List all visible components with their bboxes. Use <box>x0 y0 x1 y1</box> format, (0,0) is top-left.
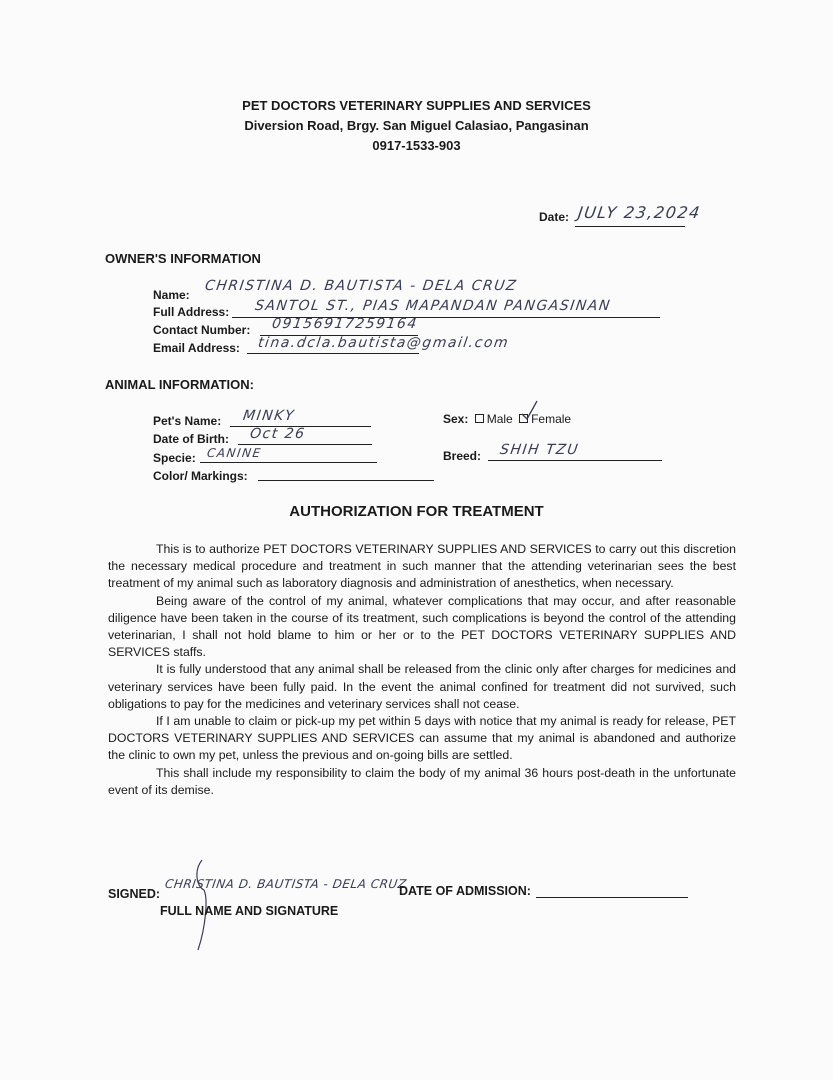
color-line <box>258 480 434 481</box>
authorization-paragraph: If I am unable to claim or pick-up my pet within 5 days with notice that my animal is ready for release, PET DOCTORS VETERINARY SUPPLIES AND SERVICES can assume that my animal is abandoned and authorize the clinic to own my pet, unless the previous and on-going bills are settled. <box>108 714 736 763</box>
breed-value[interactable]: SHIH TZU <box>498 442 581 458</box>
owner-section-title: OWNER'S INFORMATION <box>105 251 261 266</box>
clinic-address: Diversion Road, Brgy. San Miguel Calasiao, Pangasinan <box>244 118 589 133</box>
sex-male-checkbox[interactable] <box>475 414 484 423</box>
admission-label: DATE OF ADMISSION: <box>399 884 531 898</box>
animal-section-title: ANIMAL INFORMATION: <box>105 377 254 392</box>
species-label: Specie: <box>153 451 196 465</box>
color-label: Color/ Markings: <box>153 469 248 483</box>
admission-line <box>536 897 688 898</box>
owner-email-label: Email Address: <box>153 341 240 355</box>
owner-name-label: Name: <box>153 288 190 302</box>
breed-label: Breed: <box>443 449 482 463</box>
owner-address-value[interactable]: SANTOL ST., PIAS MAPANDAN PANGASINAN <box>253 298 612 314</box>
signed-value[interactable]: CHRISTINA D. BAUTISTA - DELA CRUZ <box>164 877 408 891</box>
sex-female-label: Female <box>531 412 572 426</box>
date-line <box>575 226 685 227</box>
clinic-name: PET DOCTORS VETERINARY SUPPLIES AND SERVICES <box>242 98 591 113</box>
signed-label: SIGNED: <box>108 887 161 901</box>
dob-value[interactable]: Oct 26 <box>248 426 307 442</box>
species-value[interactable]: CANINE <box>206 446 263 460</box>
owner-address-label: Full Address: <box>153 305 230 319</box>
dob-line <box>238 444 372 445</box>
owner-contact-value[interactable]: 09156917259164 <box>270 316 419 332</box>
date-label: Date: <box>539 210 570 224</box>
clinic-phone: 0917-1533-903 <box>372 138 461 153</box>
owner-email-line <box>247 353 419 354</box>
authorization-paragraph: This shall include my responsibility to claim the body of my animal 36 hours post-death in the unfortunate event of its demise. <box>108 765 736 797</box>
signed-sub-label: FULL NAME AND SIGNATURE <box>160 904 339 918</box>
female-check-mark <box>518 398 540 422</box>
authorization-body <box>108 541 736 799</box>
pet-name-value[interactable]: MINKY <box>241 408 297 424</box>
authorization-paragraph: This is to authorize PET DOCTORS VETERINARY SUPPLIES AND SERVICES to carry out this discretion the necessary medical procedure and treatment in such manner that the attending veterinarian sees the best treatment of my animal such as laboratory diagnosis and administration of anesthetics, when necessary. <box>108 542 736 591</box>
authorization-title: AUTHORIZATION FOR TREATMENT <box>289 503 544 520</box>
sex-label: Sex: <box>443 412 469 426</box>
dob-label: Date of Birth: <box>153 432 229 446</box>
owner-email-value[interactable]: tina.dcla.bautista@gmail.com <box>256 335 511 351</box>
breed-line <box>488 460 662 461</box>
authorization-paragraph: Being aware of the control of my animal, whatever complications that may occur, and after reasonable diligence have been taken in the course of its treatment, such complications is beyond the control of the attending veterinarian, I shall not hold blame to him or her or to the PET DOCTORS VETERINARY SUPPLIES AND SERVICES staffs. <box>108 593 736 660</box>
authorization-paragraph: It is fully understood that any animal shall be released from the clinic only after charges for medicines and veterinary services have been fully paid. In the event the animal confined for treatment did not survived, such obligations to pay for the medicines and veterinary services shall not cease. <box>108 662 736 711</box>
owner-name-value[interactable]: CHRISTINA D. BAUTISTA - DELA CRUZ <box>203 278 519 294</box>
owner-contact-label: Contact Number: <box>153 323 251 337</box>
date-value[interactable]: JULY 23,2024 <box>576 203 703 222</box>
sex-male-label: Male <box>486 412 513 426</box>
species-line <box>200 462 377 463</box>
sex-field <box>443 412 571 426</box>
pet-name-label: Pet's Name: <box>153 414 222 428</box>
